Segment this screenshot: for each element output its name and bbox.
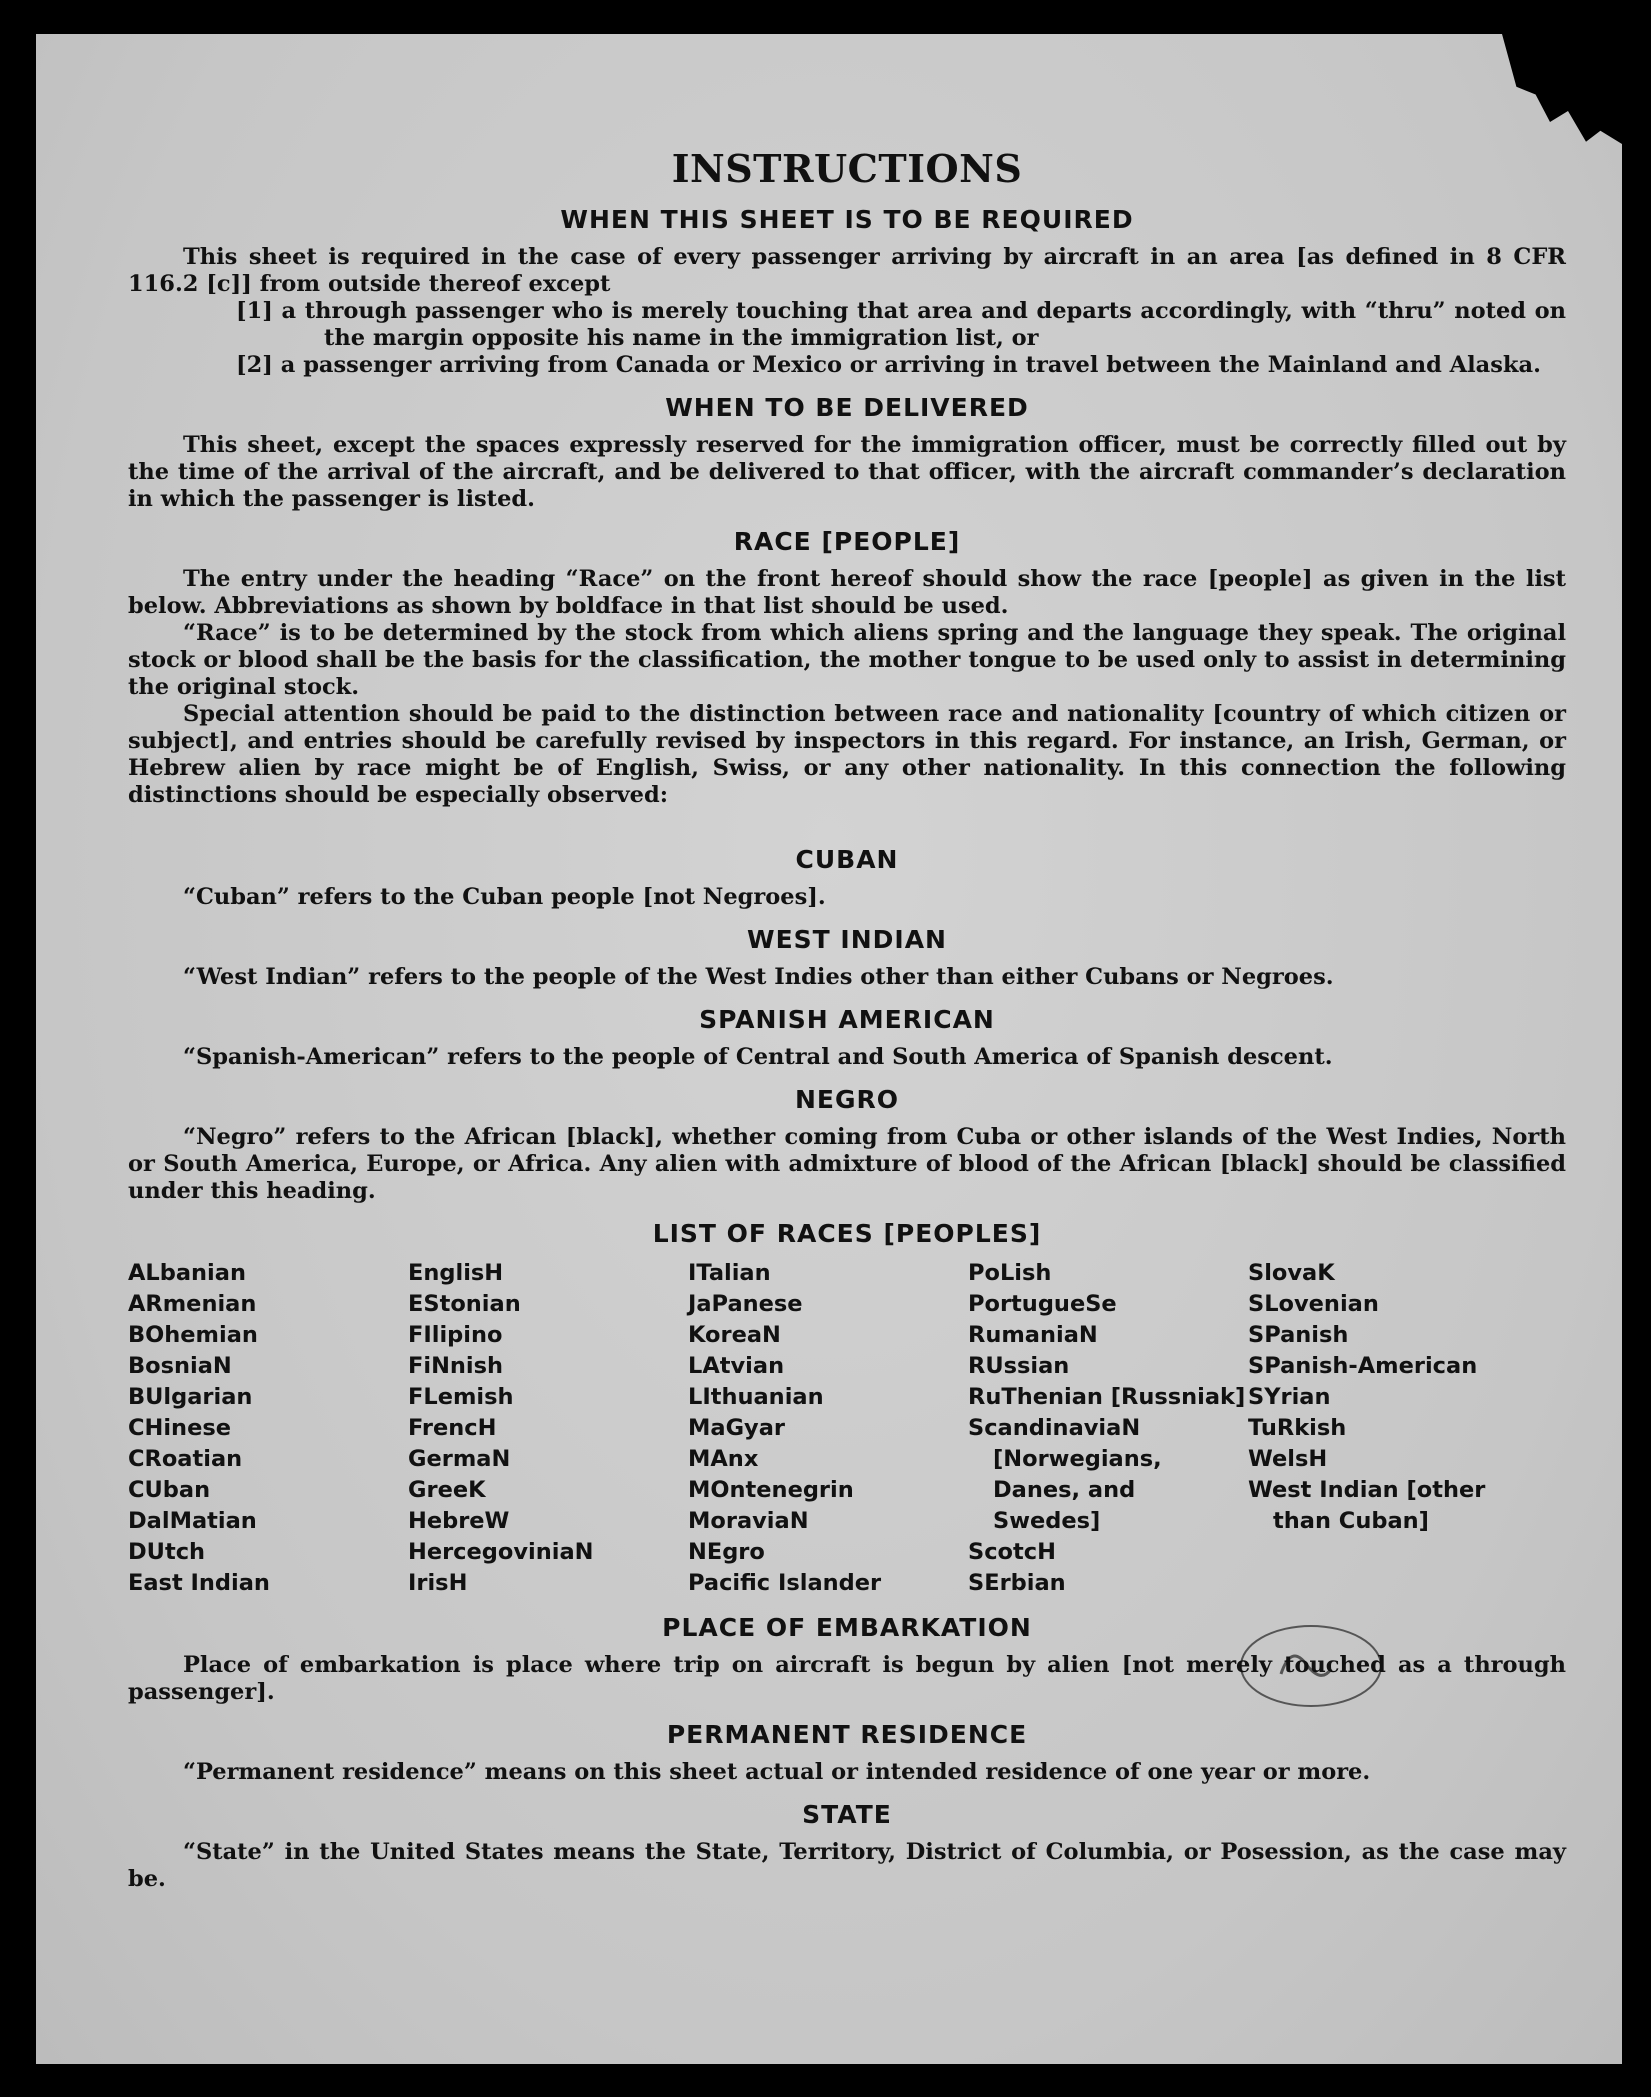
race-entry: JaPanese [688,1291,803,1317]
race-paragraph-2: “Race” is to be determined by the stock from which aliens spring and the language they speak. The original stock or blood shall be the basis for the classification, the mother tongue to be used only to assist in determining the original stock. [128,620,1566,700]
race-entry: BosniaN [128,1353,232,1379]
race-entry: SPanish-American [1248,1353,1478,1379]
race-entry: FiNnish [408,1353,504,1379]
race-entry: KoreaN [688,1322,781,1348]
residence-text: “Permanent residence” means on this sheet actual or intended residence of one year or more. [183,1759,1371,1785]
race-entry: CHinese [128,1415,231,1441]
exception-item-1: [1] a through passenger who is merely touching that area and departs accordingly, with “thru” noted on the margin opposite his name in the immigration list, or [236,298,1566,351]
race-entry: SYrian [1248,1384,1331,1410]
race-entry: East Indian [128,1570,270,1596]
race-entry: MAnx [688,1446,759,1472]
heading-west-indian: WEST INDIAN [747,925,947,954]
race-entry: HercegoviniaN [408,1539,594,1565]
race-entry: PoLish [968,1260,1052,1286]
race-entry: FLemish [408,1384,514,1410]
race-entry: HebreW [408,1508,510,1534]
race-entry: MoraviaN [688,1508,809,1534]
race-paragraph-1: The entry under the heading “Race” on the front hereof should show the race [people] as given in the list below. Abbreviations as shown by boldface in that list should be used. [128,566,1566,619]
race-entry: CRoatian [128,1446,243,1472]
race-entry: IrisH [408,1570,468,1596]
race-entry: MOntenegrin [688,1477,854,1503]
race-entry: RUssian [968,1353,1070,1379]
race-entry: ScandinaviaN [Norwegians, Danes, and Swedes] [968,1415,1162,1534]
negro-text: “Negro” refers to the African [black], whether coming from Cuba or other islands of the West Indies, North or South America, Europe, or Africa. Any alien with admixture of blood of the African [black] should be classified under this heading. [128,1124,1566,1204]
race-entry: CUban [128,1477,211,1503]
race-column-2 [408,1258,688,1599]
race-entry: SlovaK [1248,1260,1335,1286]
heading-negro: NEGRO [794,1085,900,1114]
race-entry: RuThenian [Russniak] [968,1384,1246,1410]
race-column-1 [128,1258,408,1599]
document-sheet [36,34,1622,2064]
race-entry: BUlgarian [128,1384,253,1410]
heading-race: RACE [PEOPLE] [733,527,961,556]
heading-list-of-races: LIST OF RACES [PEOPLES] [652,1219,1042,1248]
instructions-content [128,146,1566,1893]
race-entry: NEgro [688,1539,765,1565]
page-title: INSTRUCTIONS [671,146,1023,191]
heading-cuban: CUBAN [795,845,899,874]
race-entry: FIlipino [408,1322,503,1348]
heading-spanish-american: SPANISH AMERICAN [699,1005,995,1034]
race-paragraph-3: Special attention should be paid to the distinction between race and nationality [country of which citizen or subject], and entries should be carefully revised by inspectors in this regard. For instance, an Irish, German, or Hebrew alien by race might be of English, Swiss, or any other nationality. In this connection the following distinctions should be especially observed: [128,701,1566,808]
heading-when-delivered: WHEN TO BE DELIVERED [665,393,1029,422]
state-text: “State” in the United States means the State, Territory, District of Columbia, or Posession, as the case may be. [128,1839,1566,1892]
race-entry: FrencH [408,1415,497,1441]
when-required-intro: This sheet is required in the case of every passenger arriving by aircraft in an area [as defined in 8 CFR 116.2 [c]] from outside thereof except [128,244,1566,297]
race-entry: ARmenian [128,1291,257,1317]
race-entry: EnglisH [408,1260,504,1286]
race-entry: GermaN [408,1446,511,1472]
race-entry: LAtvian [688,1353,785,1379]
race-entry: BOhemian [128,1322,258,1348]
cuban-text: “Cuban” refers to the Cuban people [not Negroes]. [183,884,826,910]
heading-permanent-residence: PERMANENT RESIDENCE [666,1720,1028,1749]
heading-state: STATE [802,1800,892,1829]
race-entry: LIthuanian [688,1384,824,1410]
embarkation-text: Place of embarkation is place where trip on aircraft is begun by alien [not merely touched as a through passenger]. [128,1652,1566,1705]
race-column-3 [688,1258,968,1599]
race-entry: GreeK [408,1477,486,1503]
exception-item-2: [2] a passenger arriving from Canada or Mexico or arriving in travel between the Mainland and Alaska. [236,352,1541,378]
race-entry: WelsH [1248,1446,1328,1472]
torn-corner [1502,34,1622,144]
race-entry: West Indian [other than Cuban] [1248,1477,1486,1534]
race-entry: SPanish [1248,1322,1349,1348]
race-entry: DalMatian [128,1508,257,1534]
race-entry: EStonian [408,1291,521,1317]
race-entry: ITalian [688,1260,771,1286]
heading-when-required: WHEN THIS SHEET IS TO BE REQUIRED [560,205,1134,234]
race-list [128,1258,1566,1599]
race-entry: DUtch [128,1539,206,1565]
race-entry: SErbian [968,1570,1066,1596]
when-delivered-text: This sheet, except the spaces expressly reserved for the immigration officer, must be correctly filled out by the time of the arrival of the aircraft, and be delivered to that officer, with the aircraft commander’s declaration in which the passenger is listed. [128,432,1566,512]
race-entry: Pacific Islander [688,1570,882,1596]
heading-embarkation: PLACE OF EMBARKATION [662,1613,1032,1642]
race-entry: SLovenian [1248,1291,1379,1317]
race-entry: ScotcH [968,1539,1056,1565]
race-column-4 [968,1258,1248,1599]
west-indian-text: “West Indian” refers to the people of the West Indies other than either Cubans or Negroes. [183,964,1334,990]
race-entry: MaGyar [688,1415,785,1441]
race-entry: PortugueSe [968,1291,1117,1317]
spanish-american-text: “Spanish-American” refers to the people of Central and South America of Spanish descent. [183,1044,1333,1070]
race-column-5 [1248,1258,1528,1599]
race-entry: RumaniaN [968,1322,1098,1348]
race-entry: TuRkish [1248,1415,1347,1441]
race-entry: ALbanian [128,1260,246,1286]
